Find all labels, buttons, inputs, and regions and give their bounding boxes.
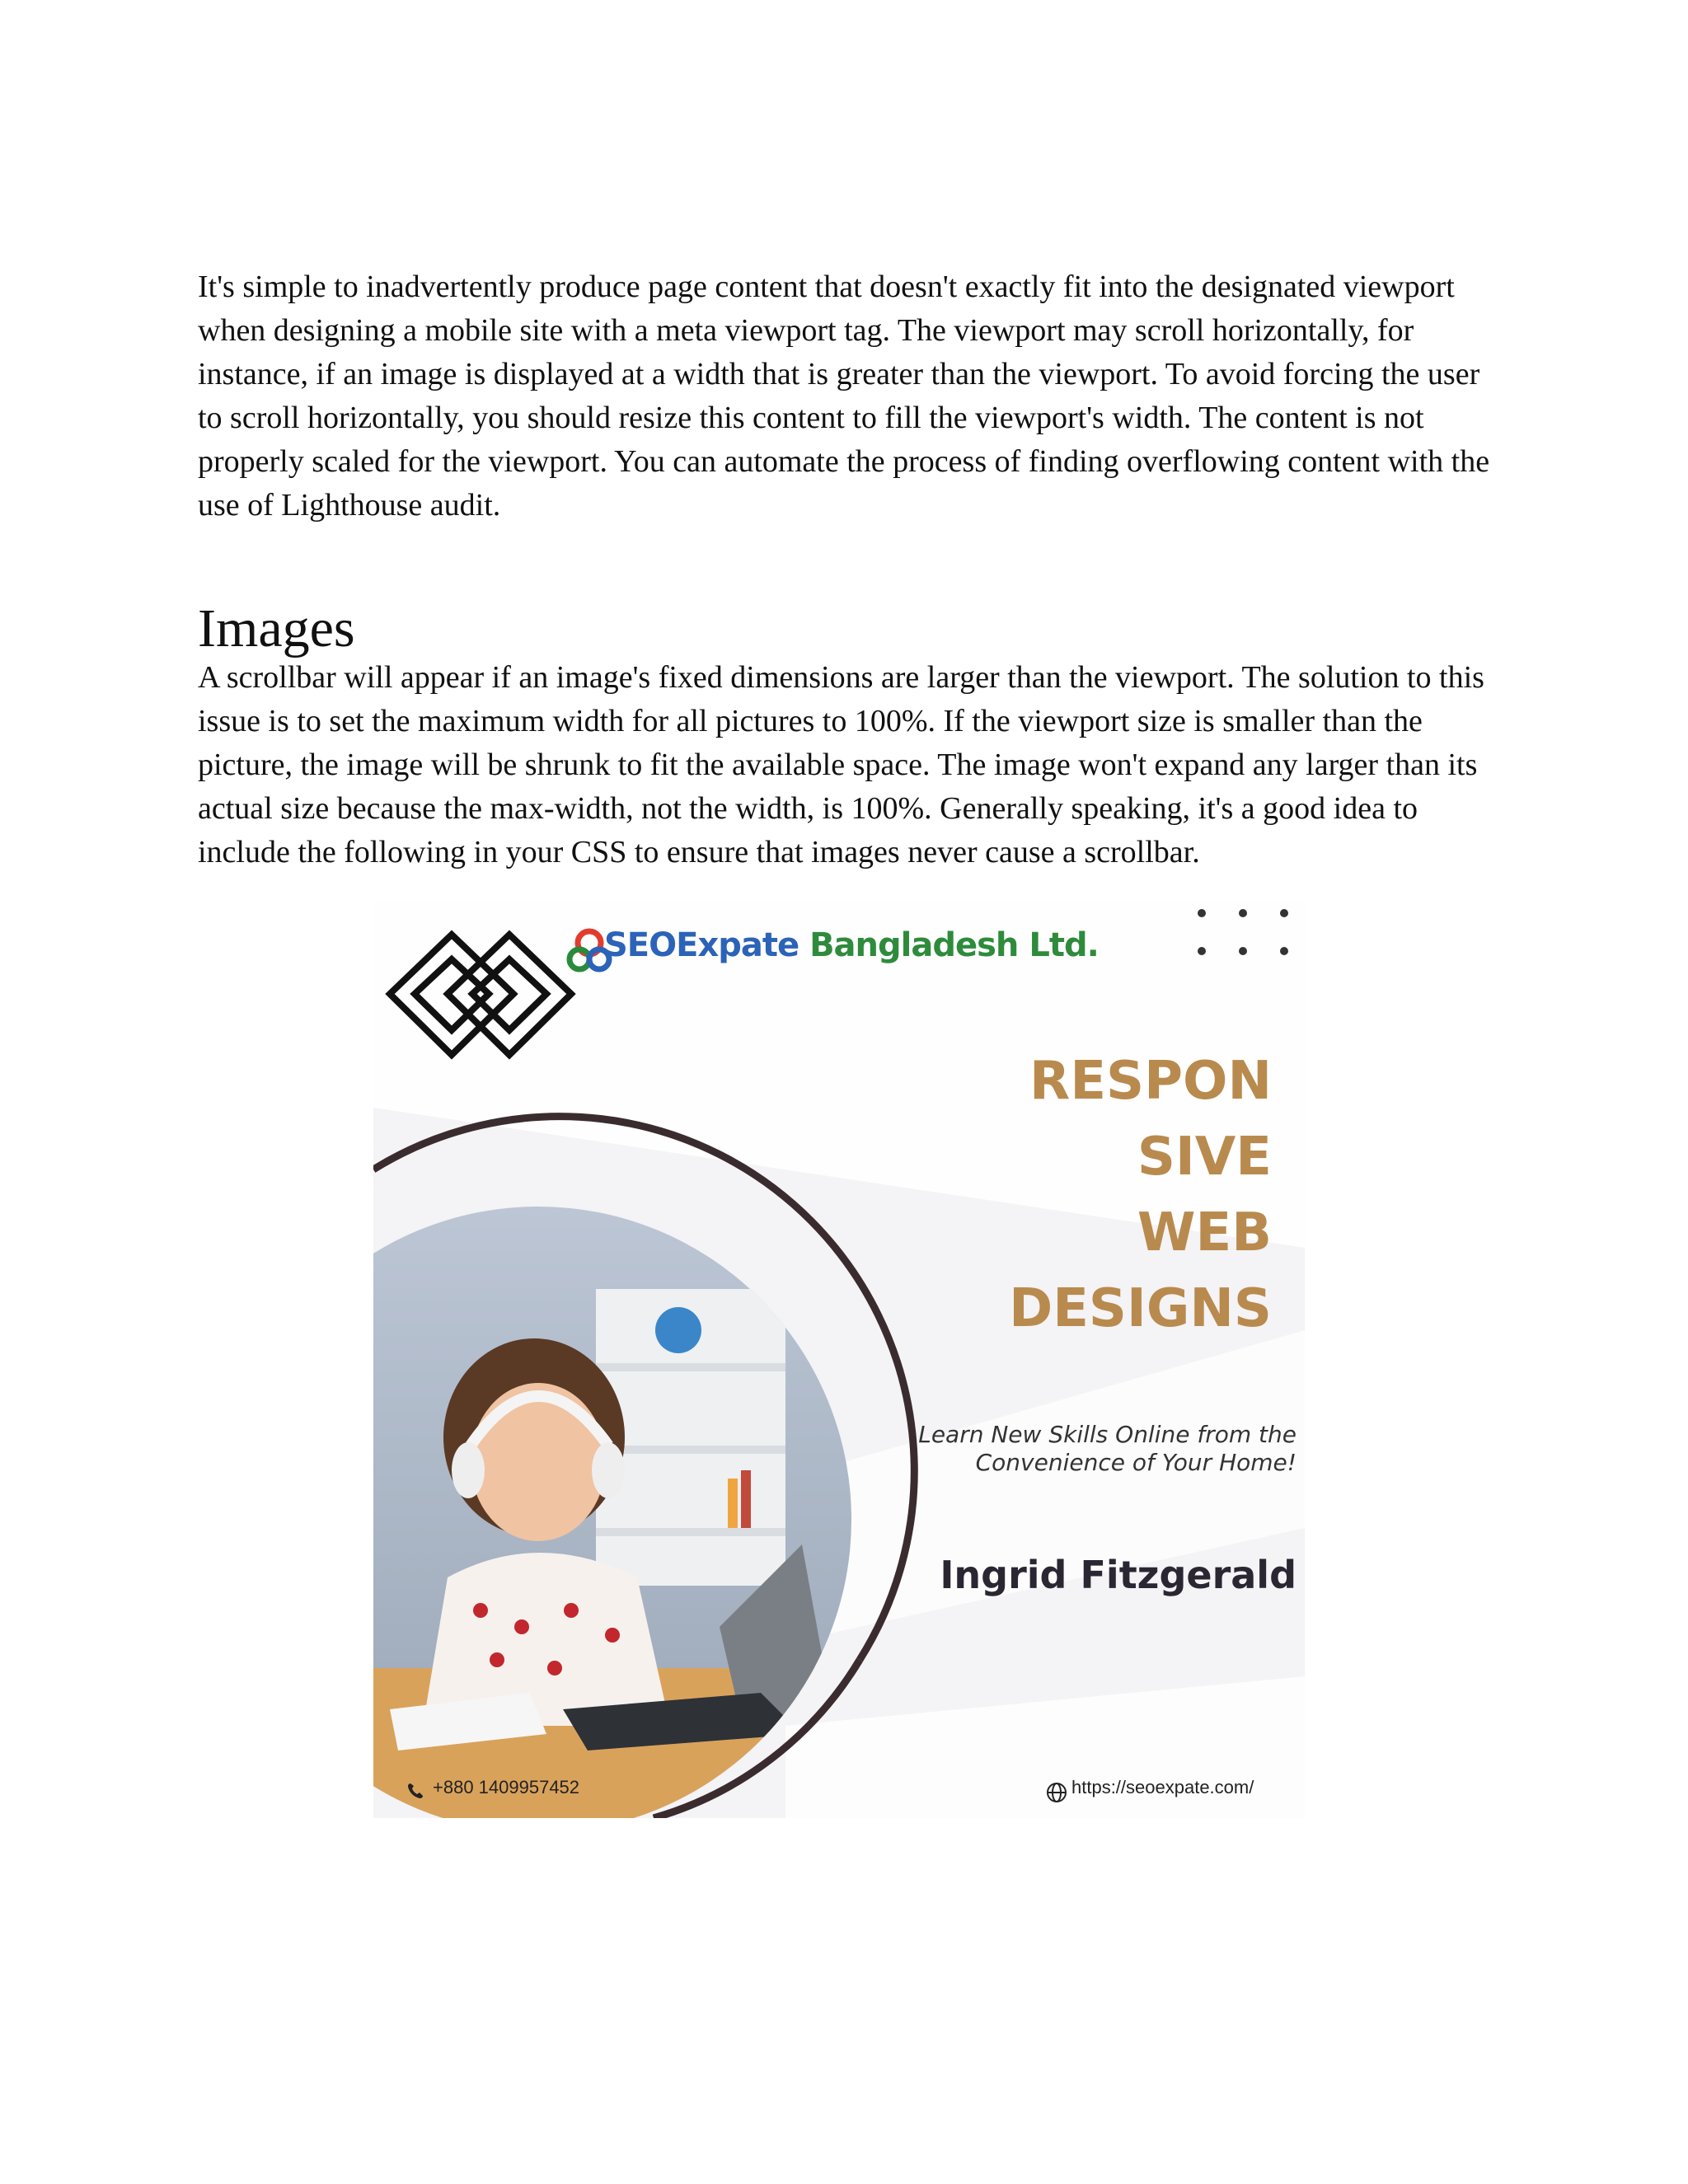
banner-tagline (868, 1421, 1296, 1477)
banner-company-logo (604, 926, 1099, 964)
paragraph-images-text: A scrollbar will appear if an image's fixed dimensions are larger than the viewport. The solution to this issue is to set the maximum width for all pictures to 100%. If the viewport size is smaller than the picture, the image will be shrunk to fit the available space. The image won't expand any larger than its actual size because the max-width, not the width, is 100%. Generally speaking, it's a good idea to include the following in your CSS to ensure that images never cause a scrollbar. (198, 660, 1484, 869)
banner-title-line: SIVE (1137, 1127, 1272, 1188)
banner-phone (406, 1777, 579, 1798)
banner-tagline-line: Learn New Skills Online from the (918, 1421, 1296, 1448)
paragraph-intro-text: It's simple to inadvertently produce page content that doesn't exactly fit into the designated viewport when designing a mobile site with a meta viewport tag. The viewport may scroll horizontally, for instance, if an image is displayed at a width that is greater than the viewport. To avoid forcing the user to scroll horizontally, you should resize this content to fill the viewport's width. The content is not properly scaled for the viewport. You can automate the process of finding overflowing content with the use of Lighthouse audit. (198, 269, 1490, 523)
banner-title-line: WEB (1137, 1202, 1272, 1263)
banner-title-line: RESPON (1029, 1051, 1272, 1112)
banner-phone-number: +880 1409957452 (433, 1777, 580, 1797)
section-heading-images: Images (198, 598, 355, 658)
paragraph-intro (198, 265, 1500, 527)
banner-website (1045, 1777, 1254, 1798)
banner-website-url: https://seoexpate.com/ (1071, 1777, 1254, 1797)
paragraph-images (198, 656, 1500, 874)
banner-author-name: Ingrid Fitzgerald (940, 1553, 1296, 1597)
banner-tagline-line: Convenience of Your Home! (975, 1449, 1296, 1476)
banner-title (1009, 1043, 1272, 1347)
logo-expate-text: Expate (676, 926, 799, 964)
responsive-design-banner-image (373, 902, 1305, 1818)
logo-bangladesh-text: Bangladesh Ltd. (799, 926, 1099, 964)
banner-graphics (373, 902, 1305, 1818)
banner-title-line: DESIGNS (1009, 1278, 1272, 1339)
logo-seo-text: SEO (604, 926, 677, 964)
